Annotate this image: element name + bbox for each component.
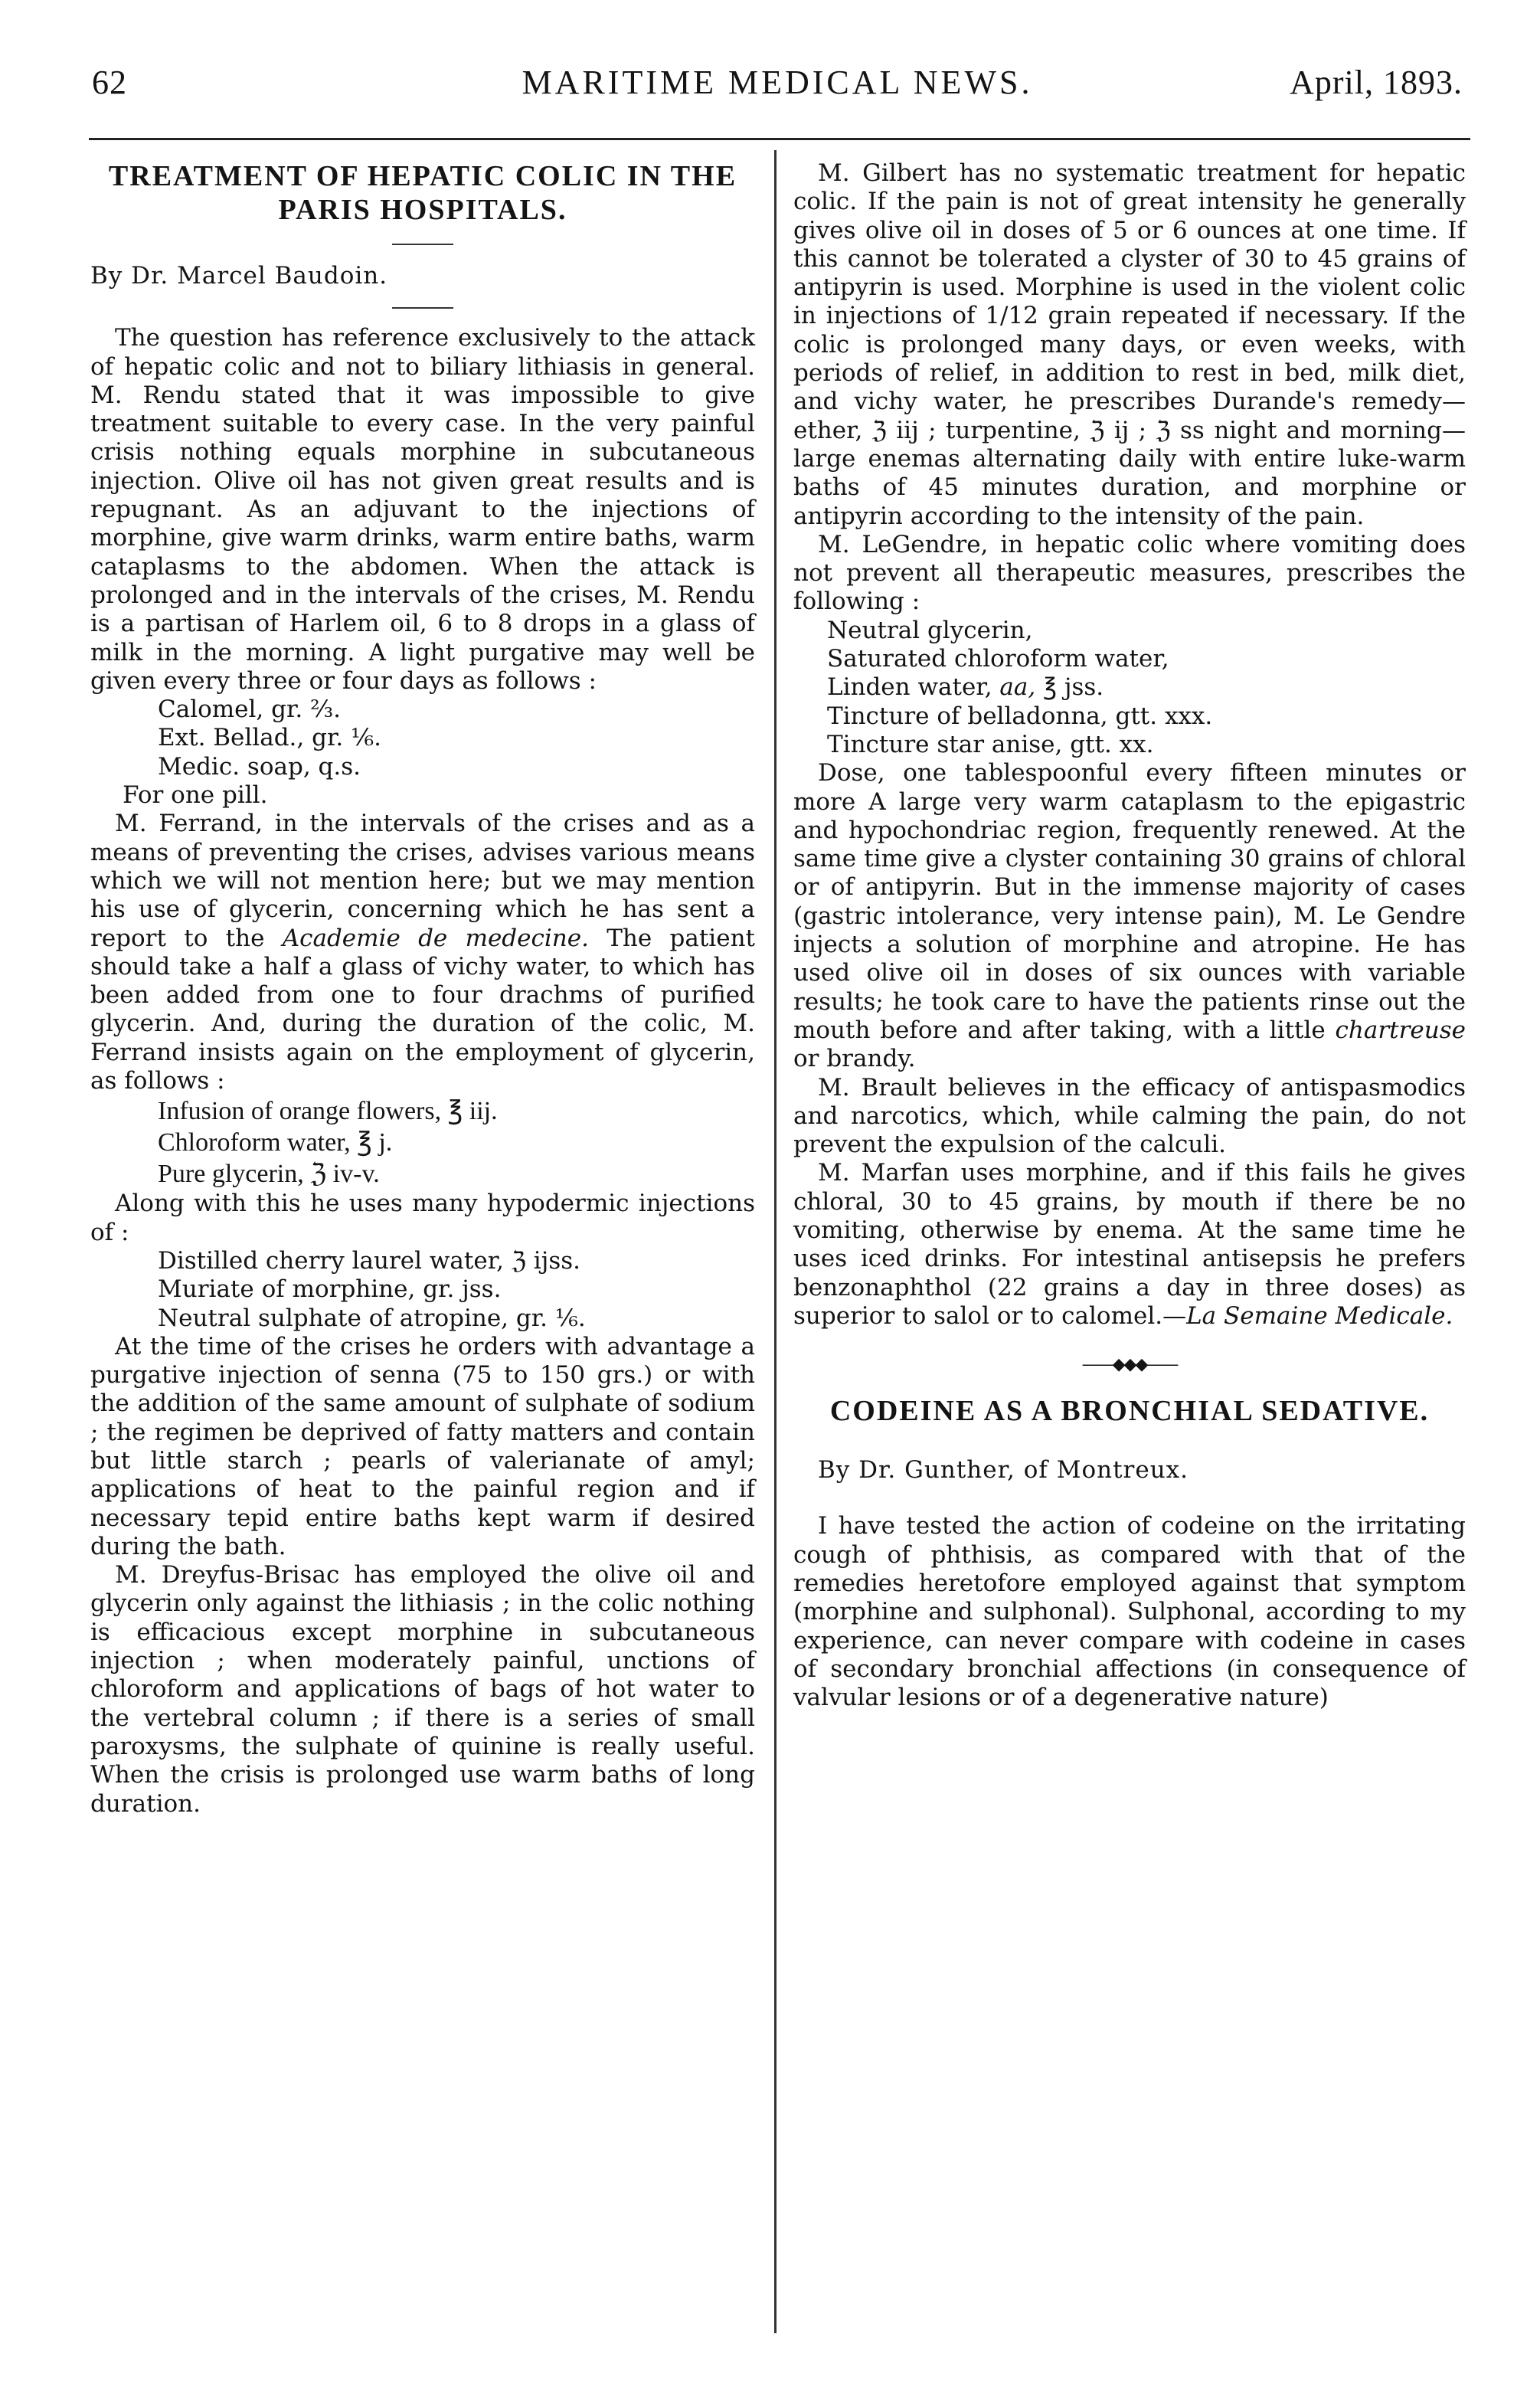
prescription-line: Muriate of morphine, gr. jss. [158,1275,502,1304]
prescription-line: Distilled cherry laurel water, ℨ ijss. [158,1246,580,1275]
paragraph [90,810,755,1095]
prescription-line: Calomel, gr. ⅔. [158,696,342,724]
prescription-line: Pure glycerin, ℨ iv-v. [158,1160,380,1189]
paragraph: Along with this he uses many hypodermic injections of : [90,1190,755,1246]
italic-word: chartreuse [1335,1016,1466,1044]
prescription-line: Saturated chloroform water, [827,645,1169,673]
italic-abbrev: aa, [999,673,1036,702]
article-title: TREATMENT OF HEPATIC COLIC IN THE PARIS HOSPITALS. [108,160,737,226]
paragraph-text: The patient should take a half a glass of vichy water, to which has been added from one to four drachms of purified glycerin. And, during the duration of the colic, M. Ferrand insists again on the employment of glycerin, as follows : [90,924,755,1095]
prescription-line: Ext. Bellad., gr. ⅙. [158,724,381,752]
header-rule [89,138,1470,140]
page-number: 62 [92,64,127,101]
prescription-line: Tincture star anise, gtt. xx. [827,730,1154,758]
article-title: CODEINE AS A BRONCHIAL SEDATIVE. [829,1395,1430,1428]
paragraph: At the time of the crises he orders with advantage a purgative injection of senna (75 to 150 grs.) or with the addition of the same amount of sulphate of sodium ; the regimen be deprived of fatty matters and contain but little starch ; pearls of valerianate of amyl; applications of heat to the painful region and if necessary tepid entire baths kept warm if desired during the bath. [90,1332,755,1560]
prescription-line: Tincture of belladonna, gtt. xxx. [827,702,1213,730]
paragraph-text: Dose, one tablespoonful every fifteen minutes or more A large very warm cataplasm to the epigastric and hypochondriac region, frequently renewed. At the same time give a clyster containing 30 grains of chloral or of antipyrin. But in the immense majority of cases (gastric intolerance, very intense pain), M. Le Gendre injects a solution of morphine and atropine. He has used olive oil in doses of six ounces with variable results; he took care to have the patients rinse out the mouth before and after taking, with a little [793,759,1466,1044]
prescription-text: Linden water, [827,673,1000,702]
prescription-text: ℥ jss. [1035,673,1104,702]
paragraph [793,759,1466,1073]
paragraph-text: M. Ferrand, in the intervals of the crises and as a means of preventing the crises, advises various means which we will not mention here; but we may mention his use of glycerin, concerning which he has sent a report to the [90,810,755,952]
title-rule [392,244,453,245]
spacer [793,1429,1466,1456]
section-ornament: ——◆◆◆—— [1081,1355,1178,1375]
prescription-line: Chloroform water, ℥ j. [158,1128,393,1157]
prescription-note: For one pill. [123,781,268,810]
paragraph: M. Dreyfus-Brisac has employed the olive oil and glycerin only against the lithiasis ; in the colic nothing is efficacious except morphine in subcutaneous injection ; when moderately painful, unctions of chloroform and applications of bags of hot water to the vertebral column ; if there is a series of small paroxysms, the sulphate of quinine is really useful. When the crisis is prolonged use warm baths of long duration. [90,1561,755,1818]
right-column [793,159,1466,1713]
prescription-line [827,673,1466,702]
paragraph: The question has reference exclusively to the attack of hepatic colic and not to biliary lithiasis in general. M. Rendu stated that it was impossible to give treatment suitable to every case. In the very painful crisis nothing equals morphine in subcutaneous injection. Olive oil has not given great results and is repugnant. As an adjuvant to the injections of morphine, give warm drinks, warm entire baths, warm cataplasms to the abdomen. When the attack is prolonged and in the intervals of the crises, M. Rendu is a partisan of Harlem oil, 6 to 8 drops in a glass of milk in the morning. A light purgative may well be given every three or four days as follows : [90,324,755,695]
source-citation: La Semaine Medicale. [1186,1301,1453,1330]
article-byline: By Dr. Marcel Baudoin. [90,262,388,290]
paragraph: M. Brault believes in the efficacy of antispasmodics and narcotics, which, while calming the pain, do not prevent the expulsion of the calculi. [793,1073,1466,1159]
paragraph-text: M. Marfan uses morphine, and if this fails he gives chloral, 30 to 45 grains, by mouth if there be no vomiting, otherwise by enema. At the same time he uses iced drinks. For intestinal antisepsis he prefers benzonaphthol (22 grains a day in three doses) as superior to salol or to calomel.— [793,1159,1466,1330]
article-byline: By Dr. Gunther, of Montreux. [818,1456,1189,1485]
running-header [84,63,1470,116]
prescription-line: Neutral sulphate of atropine, gr. ⅙. [158,1304,586,1332]
prescription-line: Medic. soap, q.s. [158,752,361,781]
left-column [90,159,755,1818]
prescription-line: Infusion of orange flowers, ℥ iij. [158,1097,498,1126]
issue-date: April, 1893. [1290,64,1463,101]
journal-title: MARITIME MEDICAL NEWS. [522,64,1033,101]
column-divider [774,150,777,2333]
paragraph: I have tested the action of codeine on the irritating cough of phthisis, as compared with that of the remedies heretofore employed against that symptom (morphine and sulphonal). Sulphonal, according to my experience, can never compare with codeine in cases of secondary bronchial affections (in consequence of valvular lesions or of a degenerative nature) [793,1512,1466,1712]
paragraph-text: or brandy. [793,1045,916,1073]
italic-reference: Academie de medecine. [282,924,589,952]
prescription-line: Neutral glycerin, [827,616,1033,644]
byline-rule [392,307,453,309]
paragraph: M. LeGendre, in hepatic colic where vomiting does not prevent all therapeutic measures, prescribes the following : [793,530,1466,616]
paragraph: M. Gilbert has no systematic treatment for hepatic colic. If the pain is not of great intensity he generally gives olive oil in doses of 5 or 6 ounces at one time. If this cannot be tolerated a clyster of 30 to 45 grains of antipyrin is used. Morphine is used in the violent colic in injections of 1/12 grain repeated if necessary. If the colic is prolonged many days, or even weeks, with periods of relief, in addition to rest in bed, milk diet, and vichy water, he prescribes Durande's remedy—ether, ℨ iij ; turpentine, ℨ ij ; ℨ ss night and morning—large enemas alternating daily with entire luke-warm baths of 45 minutes duration, and morphine or antipyrin according to the intensity of the pain. [793,159,1466,530]
spacer [793,1485,1466,1512]
paragraph [793,1159,1466,1331]
